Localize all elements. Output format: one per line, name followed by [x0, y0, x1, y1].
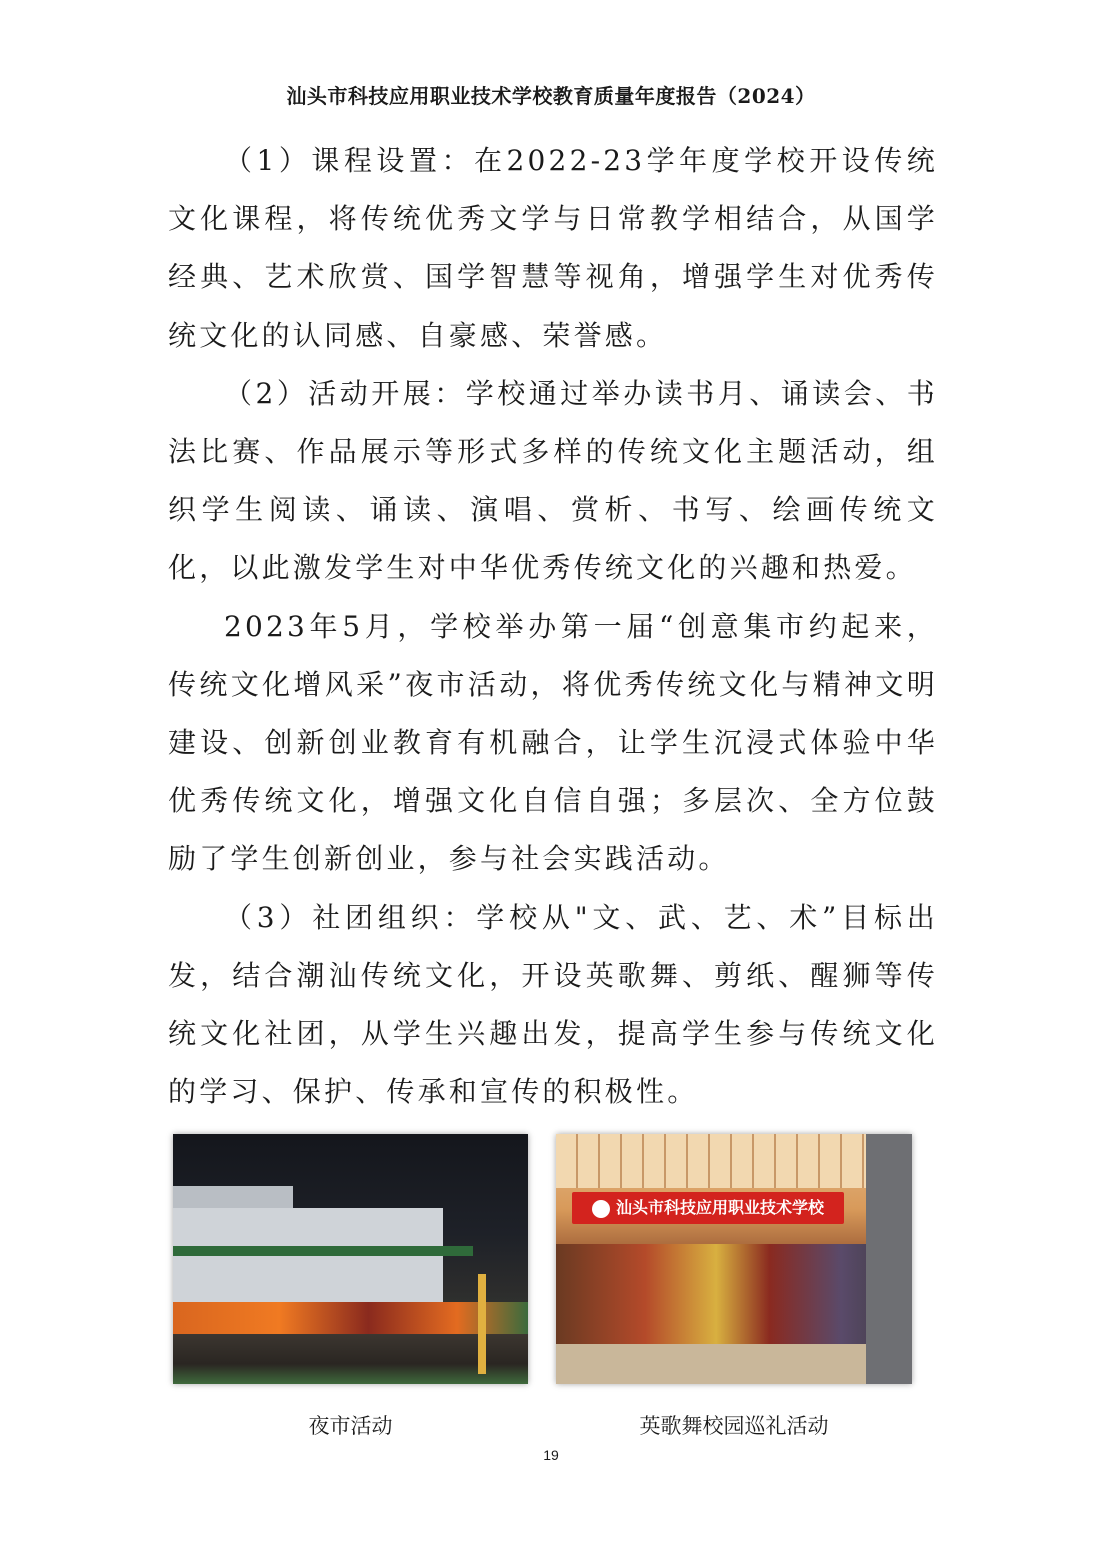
- market-tents: [173, 1302, 528, 1336]
- paragraph-activities: （2）活动开展：学校通过举办读书月、诵读会、书法比赛、作品展示等形式多样的传统文化主题活动，组织学生阅读、诵读、演唱、赏析、书写、绘画传统文化，以此激发学生对中华优秀传统文化的兴趣和热爱。: [168, 376, 938, 585]
- school-banner: [572, 1192, 844, 1224]
- floor: [556, 1344, 912, 1384]
- building-banner: [173, 1246, 473, 1256]
- paragraph-clubs: （3）社团组织：学校从"文、武、艺、术”目标出发，结合潮汕传统文化，开设英歌舞、剪纸、醒狮等传统文化社团，从学生兴趣出发，提高学生参与传统文化的学习、保护、传承和宣传的积极性。: [168, 900, 938, 1109]
- paragraph-curriculum: （1）课程设置：在2022-23学年度学校开设传统文化课程，将传统优秀文学与日常教学相结合，从国学经典、艺术欣赏、国学智慧等视角，增强学生对优秀传统文化的认同感、自豪感、荣誉感。: [168, 144, 938, 352]
- street-light: [478, 1274, 486, 1374]
- body-text: [168, 132, 938, 1121]
- figure-caption-yingge-dance: 英歌舞校园巡礼活动: [639, 1414, 829, 1438]
- building: [173, 1208, 443, 1304]
- crowd: [173, 1334, 528, 1384]
- paragraph-night-market: 2023年5月，学校举办第一届“创意集市约起来，传统文化增风采”夜市活动，将优秀传统文化与精神文明建设、创新创业教育有机融合，让学生沉浸式体验中华优秀传统文化，增强文化自信自强；多层次、全方位鼓励了学生创新创业，参与社会实践活动。: [168, 609, 938, 876]
- figure-yingge-dance: [556, 1134, 912, 1440]
- pillar: [866, 1134, 912, 1384]
- ceiling: [556, 1134, 912, 1188]
- school-banner-text: 汕头市科技应用职业技术学校: [615, 1198, 824, 1217]
- night-market-photo: [173, 1134, 528, 1384]
- figure-caption-night-market: 夜市活动: [308, 1414, 393, 1438]
- figure-night-market: [173, 1134, 528, 1440]
- report-header: 汕头市科技应用职业技术学校教育质量年度报告（2024）: [286, 84, 816, 108]
- page-number: 19: [543, 1447, 559, 1463]
- performers-group: [556, 1244, 912, 1344]
- school-logo-icon: [592, 1200, 610, 1218]
- yingge-dance-photo: [556, 1134, 912, 1384]
